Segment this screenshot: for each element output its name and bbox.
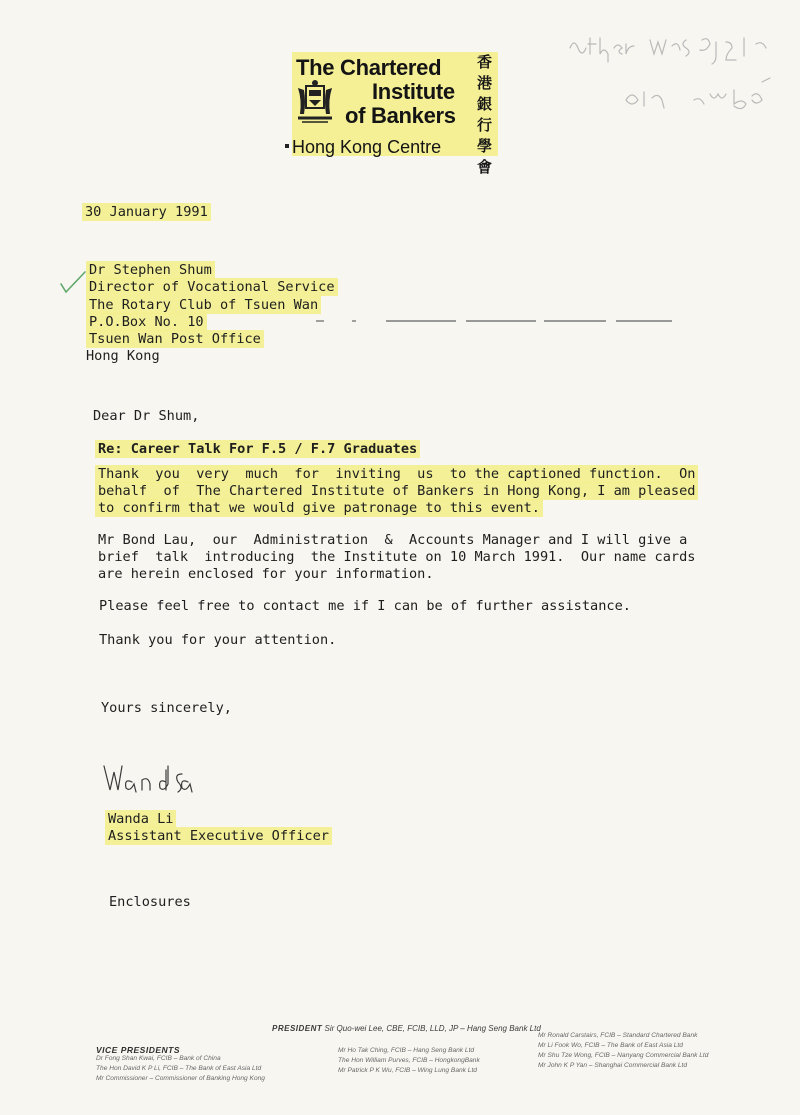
recipient-po-box — [86, 316, 207, 330]
body-p1-line2-text: behalf of The Chartered Institute of Bankers in Hong Kong, I am pleased — [95, 482, 698, 500]
body-p2-line2: brief talk introducing the Institute on 10 March 1991. Our name cards — [98, 549, 696, 565]
recipient-region-text: Hong Kong — [86, 348, 160, 364]
crest-icon — [292, 78, 338, 124]
letterhead-bullet — [285, 144, 289, 148]
body-p1-line1-text: Thank you very much for inviting us to the captioned function. On — [95, 465, 698, 483]
footer-president — [272, 1024, 541, 1033]
recipient-organisation — [86, 299, 321, 313]
body-p1-line2 — [95, 485, 698, 499]
recipient-po-box-text: P.O.Box No. 10 — [86, 313, 207, 331]
vice-president-entry: Mr Ronald Carstairs, FCIB – Standard Chartered Bank — [538, 1032, 698, 1039]
recipient-post-office — [86, 333, 264, 347]
body-p3: Please feel free to contact me if I can be of further assistance. — [99, 598, 631, 614]
vice-president-entry: Mr Li Fook Wo, FCIB – The Bank of East Asia Ltd — [538, 1042, 683, 1049]
recipient-name — [86, 264, 215, 278]
body-p1-line3 — [95, 502, 543, 516]
vice-president-entry: Mr Commissioner – Commissioner of Banking Hong Kong — [96, 1075, 265, 1082]
vice-president-entry: The Hon William Purves, FCIB – HongkongBank — [338, 1057, 480, 1064]
recipient-region — [86, 350, 160, 364]
redaction-dashes — [316, 318, 676, 324]
vice-president-entry: Mr Shu Tze Wong, FCIB – Nanyang Commercial Bank Ltd — [538, 1052, 709, 1059]
recipient-organisation-text: The Rotary Club of Tsuen Wan — [86, 296, 321, 314]
signatory-name-text: Wanda Li — [105, 810, 176, 828]
handwritten-signature — [102, 760, 222, 796]
vice-presidents-label: VICE PRESIDENTS — [96, 1045, 181, 1055]
salutation: Dear Dr Shum, — [93, 408, 200, 424]
subject-text: Re: Career Talk For F.5 / F.7 Graduates — [95, 440, 420, 458]
body-p4: Thank you for your attention. — [99, 632, 337, 648]
vice-president-entry: The Hon David K P Li, FCIB – The Bank of East Asia Ltd — [96, 1065, 262, 1072]
vice-president-entry: Mr John K P Yan – Shanghai Commercial Bank Ltd — [538, 1062, 688, 1069]
vice-presidents-col2 — [338, 1046, 480, 1076]
cjk-char: 行 — [477, 116, 493, 134]
centre-name: Hong Kong Centre — [292, 137, 442, 157]
body-p1-line3-text: to confirm that we would give patronage to this event. — [95, 499, 543, 517]
body-p1-line1 — [95, 468, 698, 482]
institute-name-line3: of Bankers — [345, 103, 456, 128]
recipient-title-text: Director of Vocational Service — [86, 278, 338, 296]
check-mark-icon — [57, 270, 87, 294]
chinese-institute-name — [477, 52, 499, 178]
signatory-title — [105, 830, 332, 844]
letter-date — [82, 206, 211, 220]
president-name: Sir Quo-wei Lee, CBE, FCIB, LLD, JP – Hang Seng Bank Ltd — [324, 1024, 541, 1033]
body-p2-line1: Mr Bond Lau, our Administration & Accounts Manager and I will give a — [98, 532, 688, 548]
president-label: PRESIDENT — [272, 1024, 323, 1033]
institute-name-line1: The Chartered — [296, 55, 442, 80]
closing: Yours sincerely, — [101, 700, 232, 716]
enclosures: Enclosures — [109, 894, 191, 910]
cjk-char: 香 — [477, 53, 493, 71]
cjk-char: 學 — [477, 137, 493, 155]
signatory-name — [105, 813, 176, 827]
recipient-post-office-text: Tsuen Wan Post Office — [86, 330, 264, 348]
pencil-note-scribble — [566, 30, 781, 114]
vice-president-entry: Mr Ho Tak Ching, FCIB – Hang Seng Bank Ltd — [338, 1047, 475, 1054]
cjk-char: 會 — [477, 158, 493, 176]
signatory-title-text: Assistant Executive Officer — [105, 827, 332, 845]
subject-line — [95, 443, 420, 457]
cjk-char: 銀 — [477, 95, 493, 113]
vice-presidents-col1 — [96, 1054, 265, 1084]
vice-president-entry: Dr Fong Shan Kwai, FCIB – Bank of China — [96, 1055, 221, 1062]
vice-presidents-col3 — [538, 1031, 708, 1071]
vice-president-entry: Mr Patrick P K Wu, FCIB – Wing Lung Bank Ltd — [338, 1067, 477, 1074]
recipient-name-text: Dr Stephen Shum — [86, 261, 215, 279]
body-p2-line3: are herein enclosed for your information. — [98, 566, 434, 582]
letter-date-text: 30 January 1991 — [82, 203, 211, 221]
cjk-char: 港 — [477, 74, 493, 92]
institute-name-line2: Institute — [372, 79, 455, 104]
recipient-title — [86, 281, 338, 295]
